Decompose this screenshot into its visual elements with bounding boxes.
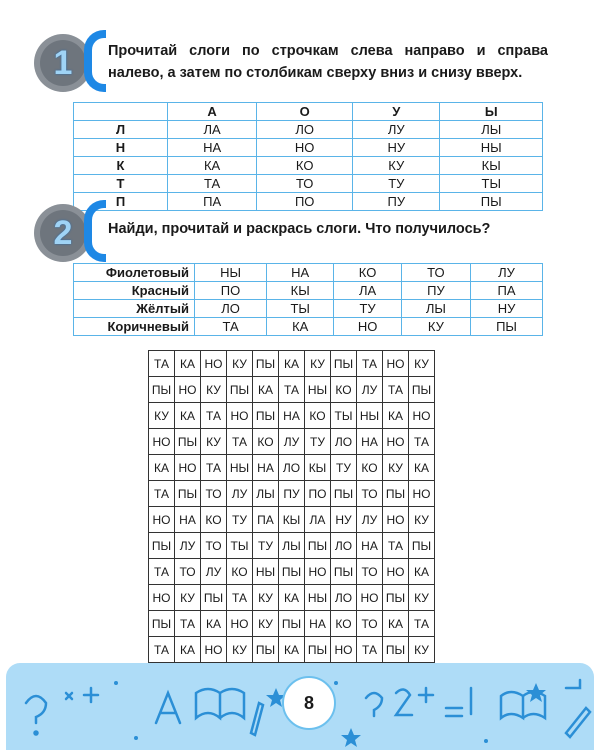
task-2-badge	[34, 198, 104, 268]
legend-syllable: КА	[267, 318, 334, 336]
grid-cell[interactable]: ПА	[253, 507, 279, 533]
grid-cell[interactable]: КУ	[227, 351, 253, 377]
grid-cell[interactable]: КА	[253, 377, 279, 403]
page-number: 8	[282, 676, 336, 730]
syllable-cell: ЛУ	[353, 121, 440, 139]
grid-cell[interactable]: НА	[279, 403, 305, 429]
grid-cell[interactable]: КА	[383, 403, 409, 429]
grid-cell[interactable]: НЫ	[305, 585, 331, 611]
grid-cell[interactable]: КА	[175, 403, 201, 429]
grid-cell[interactable]: НА	[305, 611, 331, 637]
syllable-cell: НЫ	[440, 139, 543, 157]
syllable-cell: ТЫ	[440, 175, 543, 193]
grid-cell[interactable]: КЫ	[305, 455, 331, 481]
vowel-header-row	[74, 103, 543, 121]
grid-cell[interactable]: ПЫ	[253, 351, 279, 377]
grid-cell[interactable]: ПЫ	[201, 585, 227, 611]
grid-cell[interactable]: ТО	[357, 559, 383, 585]
grid-cell[interactable]: КУ	[305, 351, 331, 377]
consonant-header: Н	[74, 139, 168, 157]
grid-cell[interactable]: НО	[331, 637, 357, 663]
grid-cell[interactable]: ТА	[383, 533, 409, 559]
legend-syllable: ТА	[195, 318, 267, 336]
grid-cell[interactable]: НО	[357, 585, 383, 611]
grid-cell[interactable]: ПЫ	[331, 481, 357, 507]
legend-syllable: ЛО	[195, 300, 267, 318]
grid-cell[interactable]: НО	[383, 507, 409, 533]
coloring-grid	[148, 350, 435, 663]
legend-row	[74, 318, 543, 336]
grid-cell[interactable]: КО	[357, 455, 383, 481]
legend-syllable: ТО	[401, 264, 470, 282]
syllable-cell: КО	[257, 157, 353, 175]
grid-cell[interactable]: НО	[175, 377, 201, 403]
grid-cell[interactable]: ТА	[227, 429, 253, 455]
legend-syllable: ЛЫ	[401, 300, 470, 318]
grid-cell[interactable]: КУ	[253, 611, 279, 637]
grid-cell[interactable]: КА	[409, 559, 435, 585]
grid-cell[interactable]: ЛУ	[279, 429, 305, 455]
grid-cell[interactable]: НО	[305, 559, 331, 585]
syllable-cell: КА	[168, 157, 257, 175]
grid-cell[interactable]: ТО	[175, 559, 201, 585]
grid-cell[interactable]: КУ	[227, 637, 253, 663]
legend-syllable: ПЫ	[471, 318, 543, 336]
table-row	[74, 121, 543, 139]
vowel-header: Ы	[440, 103, 543, 121]
grid-cell[interactable]: ПЫ	[305, 533, 331, 559]
grid-cell[interactable]: НА	[253, 455, 279, 481]
syllable-cell: НУ	[353, 139, 440, 157]
grid-cell[interactable]: ПЫ	[383, 585, 409, 611]
grid-cell[interactable]: КА	[175, 637, 201, 663]
grid-cell[interactable]: ПЫ	[409, 377, 435, 403]
grid-cell[interactable]: НО	[227, 611, 253, 637]
legend-row	[74, 264, 543, 282]
task-2-instruction: Найди, прочитай и раскрась слоги. Что получилось?	[108, 221, 491, 237]
grid-cell[interactable]: ЛЫ	[279, 533, 305, 559]
grid-cell[interactable]: ПЫ	[331, 351, 357, 377]
grid-cell[interactable]: КО	[331, 611, 357, 637]
grid-cell[interactable]: НО	[201, 351, 227, 377]
grid-cell[interactable]: ПЫ	[253, 403, 279, 429]
grid-row	[149, 351, 435, 377]
consonant-header: Л	[74, 121, 168, 139]
legend-row	[74, 282, 543, 300]
grid-cell[interactable]: НО	[409, 481, 435, 507]
grid-cell[interactable]: КЫ	[279, 507, 305, 533]
syllable-cell: ЛА	[168, 121, 257, 139]
grid-cell[interactable]: НА	[357, 429, 383, 455]
grid-cell[interactable]: ТА	[149, 637, 175, 663]
grid-cell[interactable]: НО	[175, 455, 201, 481]
syllable-cell: ТУ	[353, 175, 440, 193]
grid-cell[interactable]: ПЫ	[253, 637, 279, 663]
grid-cell[interactable]: ПЫ	[383, 481, 409, 507]
table-row	[74, 175, 543, 193]
grid-cell[interactable]: ЛУ	[227, 481, 253, 507]
grid-cell[interactable]: ЛУ	[175, 533, 201, 559]
grid-cell[interactable]: ТУ	[253, 533, 279, 559]
legend-syllable: ПА	[471, 282, 543, 300]
grid-cell[interactable]: ПЫ	[149, 377, 175, 403]
task-1-number: 1	[53, 44, 73, 82]
grid-cell[interactable]: КА	[175, 351, 201, 377]
grid-cell[interactable]: КУ	[409, 585, 435, 611]
grid-cell[interactable]: ТА	[201, 455, 227, 481]
table-row	[74, 193, 543, 211]
grid-cell[interactable]: ТА	[383, 377, 409, 403]
vowel-header: У	[353, 103, 440, 121]
consonant-header: К	[74, 157, 168, 175]
grid-cell[interactable]: КА	[201, 611, 227, 637]
legend-syllable: ЛА	[334, 282, 401, 300]
grid-cell[interactable]: КО	[201, 507, 227, 533]
grid-row	[149, 377, 435, 403]
grid-row	[149, 585, 435, 611]
grid-cell[interactable]: ПЫ	[331, 559, 357, 585]
grid-cell[interactable]: ТА	[357, 351, 383, 377]
grid-row	[149, 559, 435, 585]
syllable-cell: ТО	[257, 175, 353, 193]
grid-cell[interactable]: ЛО	[331, 429, 357, 455]
grid-cell[interactable]: ПУ	[279, 481, 305, 507]
table-row	[74, 139, 543, 157]
syllable-table	[73, 102, 543, 211]
grid-cell[interactable]: НУ	[331, 507, 357, 533]
grid-cell[interactable]: ЛУ	[201, 559, 227, 585]
grid-cell[interactable]: ПЫ	[227, 377, 253, 403]
grid-cell[interactable]: ТЫ	[227, 533, 253, 559]
grid-cell[interactable]: ПЫ	[175, 429, 201, 455]
syllable-cell: КУ	[353, 157, 440, 175]
color-name: Жёлтый	[74, 300, 195, 318]
grid-cell[interactable]: КУ	[201, 429, 227, 455]
grid-cell[interactable]: ТУ	[331, 455, 357, 481]
grid-row	[149, 507, 435, 533]
syllable-cell: ПУ	[353, 193, 440, 211]
grid-cell[interactable]: КУ	[201, 377, 227, 403]
grid-cell[interactable]: ЛО	[279, 455, 305, 481]
grid-cell[interactable]: КУ	[409, 507, 435, 533]
legend-syllable: ПО	[195, 282, 267, 300]
grid-cell[interactable]: НО	[149, 585, 175, 611]
corner-cell	[74, 103, 168, 121]
grid-row	[149, 429, 435, 455]
grid-cell[interactable]: ТА	[409, 429, 435, 455]
task-1-instruction: Прочитай слоги по строчкам слева направо и справа налево, а затем по столбикам сверху вниз и снизу вверх.	[108, 43, 548, 81]
grid-cell[interactable]: НЫ	[253, 559, 279, 585]
syllable-cell: ЛО	[257, 121, 353, 139]
legend-row	[74, 300, 543, 318]
grid-row	[149, 455, 435, 481]
grid-cell[interactable]: ТА	[175, 611, 201, 637]
grid-row	[149, 637, 435, 663]
grid-cell[interactable]: НЫ	[305, 377, 331, 403]
grid-cell[interactable]: ТО	[201, 533, 227, 559]
color-legend-table	[73, 263, 543, 336]
grid-cell[interactable]: НО	[149, 429, 175, 455]
grid-cell[interactable]: ПЫ	[305, 637, 331, 663]
grid-cell[interactable]: ПЫ	[383, 637, 409, 663]
grid-row	[149, 481, 435, 507]
grid-cell[interactable]: ЛУ	[357, 507, 383, 533]
legend-syllable: НЫ	[195, 264, 267, 282]
grid-row	[149, 403, 435, 429]
grid-cell[interactable]: ЛУ	[357, 377, 383, 403]
grid-cell[interactable]: ТЫ	[331, 403, 357, 429]
legend-syllable: ПУ	[401, 282, 470, 300]
grid-cell[interactable]: КА	[383, 611, 409, 637]
grid-cell[interactable]: ТА	[149, 559, 175, 585]
grid-cell[interactable]: ТА	[279, 377, 305, 403]
grid-cell[interactable]: КО	[305, 403, 331, 429]
grid-cell[interactable]: КА	[279, 637, 305, 663]
grid-cell[interactable]: КО	[331, 377, 357, 403]
grid-cell[interactable]: КА	[149, 455, 175, 481]
legend-syllable: ТЫ	[267, 300, 334, 318]
legend-syllable: ТУ	[334, 300, 401, 318]
legend-syllable: ЛУ	[471, 264, 543, 282]
grid-cell[interactable]: НО	[149, 507, 175, 533]
grid-cell[interactable]: НЫ	[227, 455, 253, 481]
grid-cell[interactable]: ТА	[357, 637, 383, 663]
grid-cell[interactable]: НО	[383, 559, 409, 585]
syllable-cell: ПЫ	[440, 193, 543, 211]
grid-cell[interactable]: КА	[279, 585, 305, 611]
grid-cell[interactable]: НО	[201, 637, 227, 663]
grid-cell[interactable]: ПЫ	[175, 481, 201, 507]
color-name: Красный	[74, 282, 195, 300]
grid-cell[interactable]: ТУ	[227, 507, 253, 533]
grid-cell[interactable]: НА	[357, 533, 383, 559]
syllable-cell: ПА	[168, 193, 257, 211]
grid-cell[interactable]: ТА	[227, 585, 253, 611]
legend-syllable: КЫ	[267, 282, 334, 300]
grid-cell[interactable]: ПЫ	[279, 559, 305, 585]
grid-cell[interactable]: ТО	[201, 481, 227, 507]
grid-cell[interactable]: НЫ	[357, 403, 383, 429]
legend-syllable: НУ	[471, 300, 543, 318]
syllable-cell: ЛЫ	[440, 121, 543, 139]
grid-cell[interactable]: КО	[227, 559, 253, 585]
grid-cell[interactable]: КО	[253, 429, 279, 455]
grid-cell[interactable]: КУ	[175, 585, 201, 611]
grid-cell[interactable]: НО	[409, 403, 435, 429]
legend-syllable: НА	[267, 264, 334, 282]
legend-syllable: КУ	[401, 318, 470, 336]
task-1-badge	[34, 28, 104, 98]
grid-cell[interactable]: ТА	[149, 481, 175, 507]
legend-syllable: НО	[334, 318, 401, 336]
grid-cell[interactable]: ТА	[201, 403, 227, 429]
legend-syllable: КО	[334, 264, 401, 282]
consonant-header: Т	[74, 175, 168, 193]
grid-cell[interactable]: ЛЫ	[253, 481, 279, 507]
syllable-cell: ПО	[257, 193, 353, 211]
grid-cell[interactable]: НО	[383, 351, 409, 377]
syllable-cell: ТА	[168, 175, 257, 193]
grid-cell[interactable]: КА	[409, 455, 435, 481]
grid-cell[interactable]: ПЫ	[149, 533, 175, 559]
grid-cell[interactable]: ПЫ	[149, 611, 175, 637]
grid-cell[interactable]: НО	[227, 403, 253, 429]
grid-cell[interactable]: НА	[175, 507, 201, 533]
vowel-header: О	[257, 103, 353, 121]
grid-cell[interactable]: ТО	[357, 481, 383, 507]
consonant-header: П	[74, 193, 168, 211]
grid-cell[interactable]: ПЫ	[409, 533, 435, 559]
grid-cell[interactable]: КА	[279, 351, 305, 377]
grid-cell[interactable]: НО	[383, 429, 409, 455]
grid-cell[interactable]: КУ	[409, 637, 435, 663]
grid-cell[interactable]: ТО	[357, 611, 383, 637]
grid-cell[interactable]: ЛО	[331, 585, 357, 611]
grid-cell[interactable]: ЛА	[305, 507, 331, 533]
table-row	[74, 157, 543, 175]
grid-cell[interactable]: ПО	[305, 481, 331, 507]
grid-cell[interactable]: КУ	[383, 455, 409, 481]
color-name: Коричневый	[74, 318, 195, 336]
grid-cell[interactable]: ЛО	[331, 533, 357, 559]
grid-cell[interactable]: КУ	[253, 585, 279, 611]
grid-cell[interactable]: КУ	[409, 351, 435, 377]
color-name: Фиолетовый	[74, 264, 195, 282]
grid-cell[interactable]: ТА	[409, 611, 435, 637]
syllable-cell: КЫ	[440, 157, 543, 175]
syllable-cell: НО	[257, 139, 353, 157]
grid-row	[149, 611, 435, 637]
syllable-cell: НА	[168, 139, 257, 157]
grid-cell[interactable]: ПЫ	[279, 611, 305, 637]
grid-row	[149, 533, 435, 559]
grid-cell[interactable]: КУ	[149, 403, 175, 429]
vowel-header: А	[168, 103, 257, 121]
grid-cell[interactable]: ТА	[149, 351, 175, 377]
grid-cell[interactable]: ТУ	[305, 429, 331, 455]
task-2-number: 2	[53, 214, 73, 252]
